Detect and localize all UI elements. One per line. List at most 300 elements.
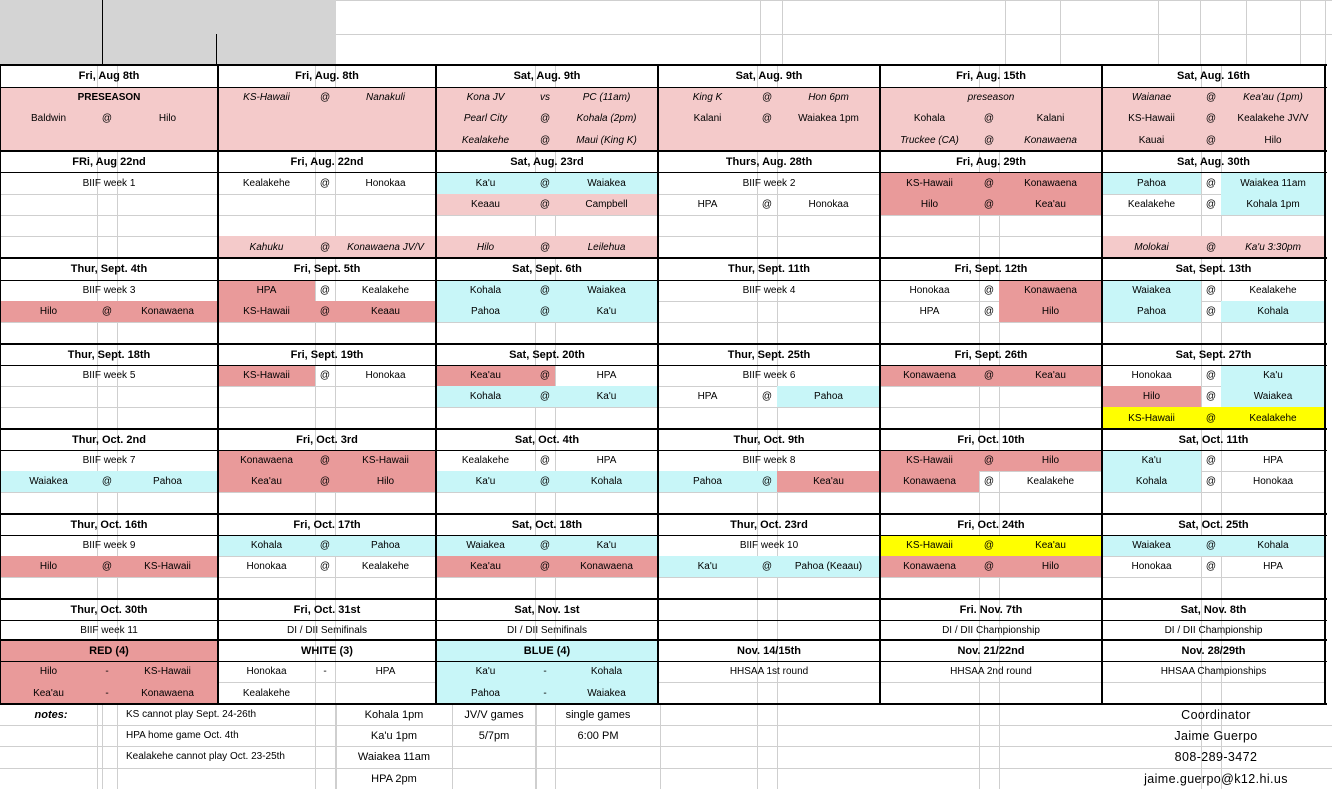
date-header[interactable]: Thur, Oct. 16th [70, 518, 148, 531]
date-header[interactable]: Fri, Aug 8th [78, 70, 140, 82]
home-time[interactable]: Kohala 1pm [364, 708, 424, 721]
game-away[interactable]: Kea'au [777, 471, 880, 492]
game-at[interactable]: @ [979, 108, 999, 129]
game-at[interactable]: @ [979, 535, 999, 556]
date-header[interactable]: Sat, Sept. 6th [512, 263, 582, 275]
week-label[interactable]: BIIF week 7 [82, 455, 136, 466]
meeting-place-value[interactable] [216, 34, 336, 64]
date-header[interactable]: Sat, Sept. 20th [509, 348, 585, 361]
date-header[interactable]: Thur, Oct. 23rd [730, 518, 808, 531]
game-home[interactable]: Hilo [0, 661, 97, 682]
game-away[interactable]: Kealakehe [361, 285, 410, 296]
game-home[interactable]: Waiakea [1102, 535, 1201, 556]
game-home[interactable]: Pahoa [658, 471, 757, 492]
game-home[interactable]: Kealakehe [242, 177, 291, 189]
game-home[interactable]: Kahuku [218, 236, 315, 258]
date-header[interactable]: Thur, Sept. 11th [728, 263, 810, 275]
game-home[interactable]: Hilo [0, 301, 97, 322]
page-title[interactable] [340, 0, 760, 32]
game-at[interactable]: @ [535, 236, 555, 258]
jv-label[interactable]: JV/V games [464, 708, 524, 721]
date-header[interactable]: Sat, Nov. 1st [514, 603, 580, 616]
game-away[interactable]: KS-Hawaii [117, 556, 218, 577]
game-home[interactable]: Honokaa [909, 285, 950, 296]
game-at[interactable]: - [97, 682, 117, 704]
game-away[interactable]: HPA [1263, 561, 1283, 572]
game-away[interactable]: HPA [1263, 455, 1283, 466]
game-home[interactable]: Kohala [218, 535, 315, 556]
game-away[interactable]: Kohala 1pm [1221, 194, 1325, 215]
game-at[interactable]: @ [539, 455, 551, 466]
game-home[interactable]: KS-Hawaii [880, 172, 979, 194]
game-home[interactable]: Kealakehe [436, 129, 535, 151]
game-at[interactable]: @ [535, 194, 555, 215]
game-at[interactable]: @ [535, 365, 555, 386]
game-at[interactable]: @ [757, 556, 777, 577]
game-away[interactable]: PC (11am) [555, 87, 658, 108]
game-home[interactable]: Kauai [1102, 129, 1201, 151]
date-header[interactable]: Sat, Oct. 11th [1178, 433, 1249, 446]
game-home[interactable]: HPA [697, 199, 718, 210]
coordinator-name[interactable]: Jaime Guerpo [1174, 728, 1258, 743]
date-header[interactable]: Thur, Sept. 25th [727, 348, 811, 361]
note-item[interactable]: HPA home game Oct. 4th [126, 730, 239, 741]
game-at[interactable]: @ [315, 301, 335, 322]
game-away[interactable]: Ka'u [555, 301, 658, 322]
game-away[interactable]: Kealakehe JV/V [1221, 108, 1325, 129]
game-at[interactable]: @ [97, 301, 117, 322]
game-at[interactable]: @ [535, 301, 555, 322]
game-at[interactable]: @ [979, 365, 999, 386]
date-header[interactable]: Sat, Sept. 13th [1175, 263, 1252, 275]
game-at[interactable]: @ [535, 172, 555, 194]
date-header[interactable]: FRi, Aug 22nd [72, 155, 146, 168]
playoff-date[interactable]: Nov. 21/22nd [957, 644, 1025, 657]
game-away[interactable]: Leilehua [555, 236, 658, 258]
home-time[interactable]: Ka'u 1pm [370, 729, 418, 742]
game-home[interactable]: Kalani [658, 108, 757, 129]
game-at[interactable]: @ [319, 285, 331, 296]
game-home[interactable]: KS-Hawaii [880, 450, 979, 471]
game-home[interactable]: King K [658, 87, 757, 108]
preseason-label[interactable]: PRESEASON [0, 87, 218, 108]
game-at[interactable]: @ [97, 556, 117, 577]
game-at[interactable]: @ [315, 535, 335, 556]
date-header[interactable]: Sat, Aug. 23rd [510, 155, 584, 168]
game-home[interactable]: Kealakehe [461, 455, 510, 466]
game-away[interactable]: Kealakehe [1249, 285, 1297, 296]
game-at[interactable]: @ [983, 476, 995, 487]
game-away[interactable]: Konawaena JV/V [335, 236, 436, 258]
game-at[interactable]: @ [983, 306, 995, 317]
date-header[interactable]: Fri, Sept. 26th [954, 348, 1028, 361]
coordinator-email[interactable]: jaime.guerpo@k12.hi.us [1144, 771, 1288, 786]
game-at[interactable]: @ [1201, 108, 1221, 129]
week-label[interactable]: BIIF week 4 [742, 285, 796, 296]
game-at[interactable]: @ [979, 450, 999, 471]
game-home[interactable]: KS-Hawaii [880, 535, 979, 556]
game-at[interactable]: @ [761, 391, 773, 402]
semifinals-label[interactable]: DI / DII Semifinals [506, 624, 588, 636]
game-at[interactable]: @ [97, 108, 117, 129]
bg[interactable] [658, 129, 880, 151]
game-home[interactable]: Konawaena [218, 450, 315, 471]
game-away[interactable]: Kea'au [999, 535, 1102, 556]
date-header[interactable]: Fri, Aug. 8th [295, 70, 359, 82]
week-label[interactable]: BIIF week 5 [82, 370, 136, 381]
game-away[interactable]: Kohala [1221, 301, 1325, 322]
game-away[interactable]: Kohala [555, 661, 658, 682]
game-at[interactable]: @ [757, 108, 777, 129]
date-header[interactable]: Sat, Oct. 4th [514, 433, 580, 446]
game-at[interactable] [315, 682, 335, 704]
game-away[interactable]: Hilo [117, 108, 218, 129]
game-away[interactable]: Keaau [335, 301, 436, 322]
game-away[interactable]: Hilo [1221, 129, 1325, 151]
game-home[interactable]: Hilo [880, 194, 979, 215]
game-home[interactable]: Hilo [436, 236, 535, 258]
home-time[interactable]: HPA 2pm [371, 772, 417, 785]
game-away[interactable]: Waiakea 1pm [777, 108, 880, 129]
game-home[interactable]: Hilo [0, 556, 97, 577]
game-at[interactable]: @ [1205, 370, 1217, 381]
game-home[interactable]: HPA [218, 280, 315, 301]
game-away[interactable]: Waiakea [555, 280, 658, 301]
game-at[interactable]: - [535, 661, 555, 682]
date-header[interactable]: Sat, Aug. 16th [1177, 70, 1250, 82]
playoff-date[interactable]: Nov. 28/29th [1181, 644, 1246, 657]
bg[interactable] [218, 108, 315, 129]
game-at[interactable]: vs [535, 87, 555, 108]
game-home[interactable]: Konawaena [880, 471, 979, 492]
game-at[interactable]: @ [979, 194, 999, 215]
division-blue[interactable]: BLUE (4) [436, 640, 658, 661]
game-away[interactable]: Ka'u [1221, 365, 1325, 386]
date-header[interactable] [658, 599, 880, 620]
grid-line [0, 87, 1327, 88]
start-date-value[interactable] [0, 34, 102, 64]
game-at[interactable]: @ [1205, 306, 1217, 317]
game-away[interactable]: Konawaena [117, 682, 218, 704]
game-away[interactable]: Kealakehe [1026, 476, 1075, 487]
game-home[interactable]: Honokaa [1131, 561, 1172, 572]
game-at[interactable]: @ [315, 471, 335, 492]
game-away[interactable]: Honokaa [365, 177, 406, 189]
game-home[interactable]: KS-Hawaii [1102, 407, 1201, 429]
game-at[interactable]: @ [979, 129, 999, 151]
week-label[interactable]: BIIF week 11 [80, 624, 138, 636]
date-header[interactable]: Fri, Aug. 29th [956, 155, 1026, 168]
game-away[interactable]: Konawaena [117, 301, 218, 322]
game-home[interactable]: Waiakea [436, 535, 535, 556]
game-home[interactable]: Kea'au [436, 365, 535, 386]
game-home[interactable]: Ka'u [1102, 450, 1201, 471]
division-white[interactable]: WHITE (3) [301, 644, 353, 657]
game-at[interactable]: @ [761, 199, 773, 210]
game-home[interactable]: HPA [697, 391, 718, 402]
game-at[interactable]: @ [315, 450, 335, 471]
game-at[interactable]: - [323, 666, 327, 677]
date-header[interactable]: Fri, Aug. 22nd [290, 155, 364, 168]
game-away[interactable]: Konawaena [999, 172, 1102, 194]
date-header[interactable]: Sat, Aug. 30th [1177, 155, 1250, 168]
game-at[interactable]: @ [315, 87, 335, 108]
date-header[interactable]: Fri, Sept. 12th [954, 263, 1028, 275]
game-away[interactable]: Kalani [999, 108, 1102, 129]
grid-line [0, 513, 1327, 515]
game-away[interactable]: Kea'au [999, 365, 1102, 386]
week-label[interactable]: BIIF week 1 [82, 177, 136, 189]
game-away[interactable]: Hilo [335, 471, 436, 492]
game-away[interactable]: Konawaena [999, 129, 1102, 151]
game-at[interactable]: @ [1201, 407, 1221, 429]
bg[interactable] [315, 108, 335, 129]
game-at[interactable]: @ [1205, 177, 1217, 189]
game-away[interactable]: Honokaa [365, 370, 406, 381]
game-away[interactable]: Kealakehe [361, 561, 410, 572]
game-at[interactable]: @ [535, 471, 555, 492]
semifinals-label[interactable]: DI / DII Semifinals [286, 624, 368, 636]
date-header[interactable]: Sat, Aug. 9th [735, 70, 803, 82]
date-header[interactable]: Fri, Sept. 5th [293, 263, 361, 275]
game-at[interactable]: @ [315, 236, 335, 258]
game-away[interactable]: Waiakea [1221, 386, 1325, 407]
game-away[interactable]: Hon 6pm [777, 87, 880, 108]
single-games-label[interactable]: single games [565, 708, 631, 721]
game-home[interactable]: Ka'u [436, 471, 535, 492]
game-away[interactable]: Hilo [999, 556, 1102, 577]
game-at[interactable]: - [535, 682, 555, 704]
date-header[interactable]: Fri, Oct. 17th [293, 518, 361, 531]
date-header[interactable]: Thur, Oct. 30th [70, 603, 148, 616]
coaches-meeting-label[interactable] [102, 0, 336, 34]
date-header[interactable]: Thur, Oct. 9th [733, 433, 805, 446]
game-away[interactable]: Kohala [1221, 535, 1325, 556]
championship-label[interactable]: DI / DII Championship [942, 624, 1040, 636]
note-item[interactable]: Kealakehe cannot play Oct. 23-25th [126, 751, 285, 762]
game-home[interactable]: Truckee (CA) [880, 129, 979, 151]
game-home[interactable]: Kohala [880, 108, 979, 129]
game-away[interactable]: Pahoa (Keaau) [777, 556, 880, 577]
game-away[interactable]: Ka'u 3:30pm [1221, 236, 1325, 258]
game-away[interactable]: Kea'au (1pm) [1221, 87, 1325, 108]
game-away[interactable]: Honokaa [808, 199, 849, 210]
date-header[interactable]: Fri, Oct. 31st [293, 603, 361, 616]
date-header[interactable]: Thur, Sept. 18th [67, 348, 151, 361]
game-at[interactable]: @ [1201, 129, 1221, 151]
game-home[interactable]: Pahoa [1102, 301, 1201, 322]
game-away[interactable]: Kohala (2pm) [555, 108, 658, 129]
grid-line [0, 639, 1327, 641]
date-header[interactable]: Fri. Nov. 7th [959, 603, 1023, 616]
game-at[interactable]: @ [1205, 391, 1217, 402]
game-away[interactable]: Hilo [999, 450, 1102, 471]
date-header[interactable]: Thurs, Aug. 28th [725, 155, 813, 168]
game-at[interactable]: @ [319, 370, 331, 381]
start-date-label[interactable] [0, 0, 102, 34]
game-away[interactable]: HPA [375, 666, 396, 677]
game-home[interactable]: Pahoa [436, 682, 535, 704]
game-at[interactable]: @ [1201, 236, 1221, 258]
game-at[interactable]: @ [535, 386, 555, 407]
game-at[interactable]: @ [979, 556, 999, 577]
date-header[interactable]: Fri, Oct. 3rd [296, 433, 358, 446]
game-home[interactable]: Kea'au [436, 556, 535, 577]
date-header[interactable]: Fri, Sept. 19th [290, 348, 364, 361]
single-games-time[interactable]: 6:00 PM [577, 729, 619, 742]
week-label[interactable]: BIIF week 9 [82, 540, 136, 551]
game-home[interactable]: Keaau [436, 194, 535, 215]
game-home[interactable]: Kohala [1102, 471, 1201, 492]
game-home[interactable]: Kea'au [218, 471, 315, 492]
game-at[interactable]: @ [1205, 476, 1217, 487]
jv-times[interactable]: 5/7pm [478, 729, 510, 742]
game-away[interactable]: KS-Hawaii [335, 450, 436, 471]
week-label[interactable]: BIIF week 8 [742, 455, 796, 466]
date-header[interactable]: Fri, Aug. 15th [956, 70, 1026, 82]
game-at[interactable]: @ [1205, 561, 1217, 572]
date-header[interactable]: Thur, Oct. 2nd [72, 433, 146, 446]
game-at[interactable]: - [97, 661, 117, 682]
game-home[interactable]: Kohala [436, 386, 535, 407]
game-home[interactable]: Baldwin [0, 108, 97, 129]
game-home[interactable]: Waianae [1102, 87, 1201, 108]
game-home[interactable]: Ka'u [436, 661, 535, 682]
game-away[interactable]: Pahoa [335, 535, 436, 556]
game-at[interactable]: @ [979, 172, 999, 194]
game-home[interactable]: KS-Hawaii [218, 365, 315, 386]
game-at[interactable]: @ [535, 108, 555, 129]
bg[interactable] [218, 129, 315, 151]
game-at[interactable]: @ [535, 556, 555, 577]
division-red[interactable]: RED (4) [0, 640, 218, 661]
game-away[interactable]: Kealakehe [1221, 407, 1325, 429]
game-away[interactable]: Waiakea [555, 172, 658, 194]
game-home[interactable]: KS-Hawaii [218, 301, 315, 322]
game-at[interactable]: @ [1205, 285, 1217, 296]
game-at[interactable]: @ [535, 280, 555, 301]
game-at[interactable]: @ [535, 535, 555, 556]
game-away[interactable]: Ka'u [555, 535, 658, 556]
game-home[interactable]: KS-Hawaii [1102, 108, 1201, 129]
playoff-round[interactable]: HHSAA 1st round [729, 666, 809, 677]
game-away[interactable]: KS-Hawaii [117, 661, 218, 682]
week-label[interactable]: BIIF week 6 [742, 370, 796, 381]
game-home[interactable]: Kealakehe [1127, 199, 1176, 210]
game-home[interactable]: Pearl City [436, 108, 535, 129]
date-header[interactable]: Fri, Oct. 10th [957, 433, 1025, 446]
game-at[interactable]: @ [983, 285, 995, 296]
bg[interactable] [335, 129, 436, 151]
game-at[interactable]: @ [1201, 535, 1221, 556]
game-home[interactable]: Kohala [436, 280, 535, 301]
game-at[interactable]: @ [1205, 455, 1217, 466]
game-home[interactable]: Kea'au [0, 682, 97, 704]
meeting-date-value[interactable] [102, 34, 216, 64]
game-away[interactable]: HPA [596, 455, 617, 466]
game-at[interactable]: @ [97, 471, 117, 492]
game-home[interactable]: Pahoa [436, 301, 535, 322]
game-home[interactable]: Honokaa [1131, 370, 1172, 381]
game-away[interactable]: Campbell [555, 194, 658, 215]
game-at[interactable]: @ [319, 561, 331, 572]
game-home[interactable]: Molokai [1102, 236, 1201, 258]
home-time[interactable]: Waiakea 11am [357, 750, 431, 763]
date-header[interactable]: Thur, Sept. 4th [70, 263, 148, 275]
game-home[interactable]: KS-Hawaii [218, 87, 315, 108]
bg[interactable] [315, 129, 335, 151]
game-away[interactable] [335, 682, 436, 704]
date-header[interactable]: Sat, Oct. 18th [511, 518, 583, 531]
game-away[interactable]: Pahoa [117, 471, 218, 492]
game-away[interactable]: Waiakea [555, 682, 658, 704]
game-away[interactable]: Hilo [999, 301, 1102, 322]
note-item[interactable]: KS cannot play Sept. 24-26th [126, 709, 257, 720]
game-home[interactable]: Hilo [1102, 386, 1201, 407]
game-at[interactable]: @ [319, 177, 331, 189]
game-away[interactable]: Waiakea 11am [1221, 172, 1325, 194]
game-away[interactable]: Nanakuli [335, 87, 436, 108]
playoff-round[interactable]: HHSAA Championships [1160, 666, 1267, 677]
notes-label[interactable]: notes: [34, 708, 68, 721]
game-away[interactable]: Honokaa [1252, 476, 1294, 487]
game-home[interactable]: Kona JV [436, 87, 535, 108]
championship-label[interactable]: DI / DII Championship [1164, 624, 1263, 636]
game-home[interactable]: Konawaena [880, 365, 979, 386]
date-header[interactable]: Sat, Oct. 25th [1178, 518, 1249, 531]
game-home[interactable]: Konawaena [880, 556, 979, 577]
preseason-note[interactable]: preseason [880, 87, 1102, 108]
coordinator-title[interactable]: Coordinator [1181, 707, 1251, 722]
week-label[interactable]: BIIF week 2 [742, 177, 796, 189]
grid-line [0, 535, 1327, 536]
game-away[interactable]: Kea'au [999, 194, 1102, 215]
date-header[interactable]: Sat, Aug. 9th [513, 70, 581, 82]
date-header[interactable]: Fri, Oct. 24th [957, 518, 1025, 531]
date-header[interactable]: Sat, Sept. 27th [1175, 348, 1252, 361]
game-home[interactable]: Waiakea [0, 471, 97, 492]
game-away[interactable]: Konawaena [999, 280, 1102, 301]
game-away[interactable]: Maui (King K) [555, 129, 658, 151]
game-away[interactable]: Ka'u [555, 386, 658, 407]
bg[interactable] [335, 108, 436, 129]
game-home[interactable]: Ka'u [658, 556, 757, 577]
game-home[interactable]: HPA [919, 306, 940, 317]
game-at[interactable]: @ [757, 471, 777, 492]
playoff-round[interactable]: HHSAA 2nd round [950, 666, 1032, 677]
game-home[interactable]: Honokaa [246, 666, 287, 677]
week-label[interactable]: BIIF week 10 [739, 540, 799, 551]
game-home[interactable]: Waiakea [1102, 280, 1201, 301]
game-at[interactable]: @ [1205, 199, 1217, 210]
game-away[interactable]: Pahoa [777, 386, 880, 407]
game-home[interactable]: Ka'u [436, 172, 535, 194]
coordinator-phone[interactable]: 808-289-3472 [1174, 749, 1258, 764]
date-header[interactable]: Sat, Nov. 8th [1180, 603, 1247, 616]
game-at[interactable]: @ [535, 129, 555, 151]
bg[interactable] [0, 129, 218, 151]
game-away[interactable]: Kohala [555, 471, 658, 492]
game-home[interactable]: Kealakehe [242, 687, 291, 699]
playoff-date[interactable]: Nov. 14/15th [737, 644, 801, 657]
game-away[interactable]: HPA [596, 370, 617, 381]
game-home[interactable]: Honokaa [246, 561, 287, 572]
week-label[interactable]: BIIF week 3 [82, 285, 136, 296]
game-away[interactable]: Konawaena [555, 556, 658, 577]
game-at[interactable]: @ [1201, 87, 1221, 108]
game-at[interactable]: @ [757, 87, 777, 108]
game-home[interactable]: Pahoa [1102, 172, 1201, 194]
